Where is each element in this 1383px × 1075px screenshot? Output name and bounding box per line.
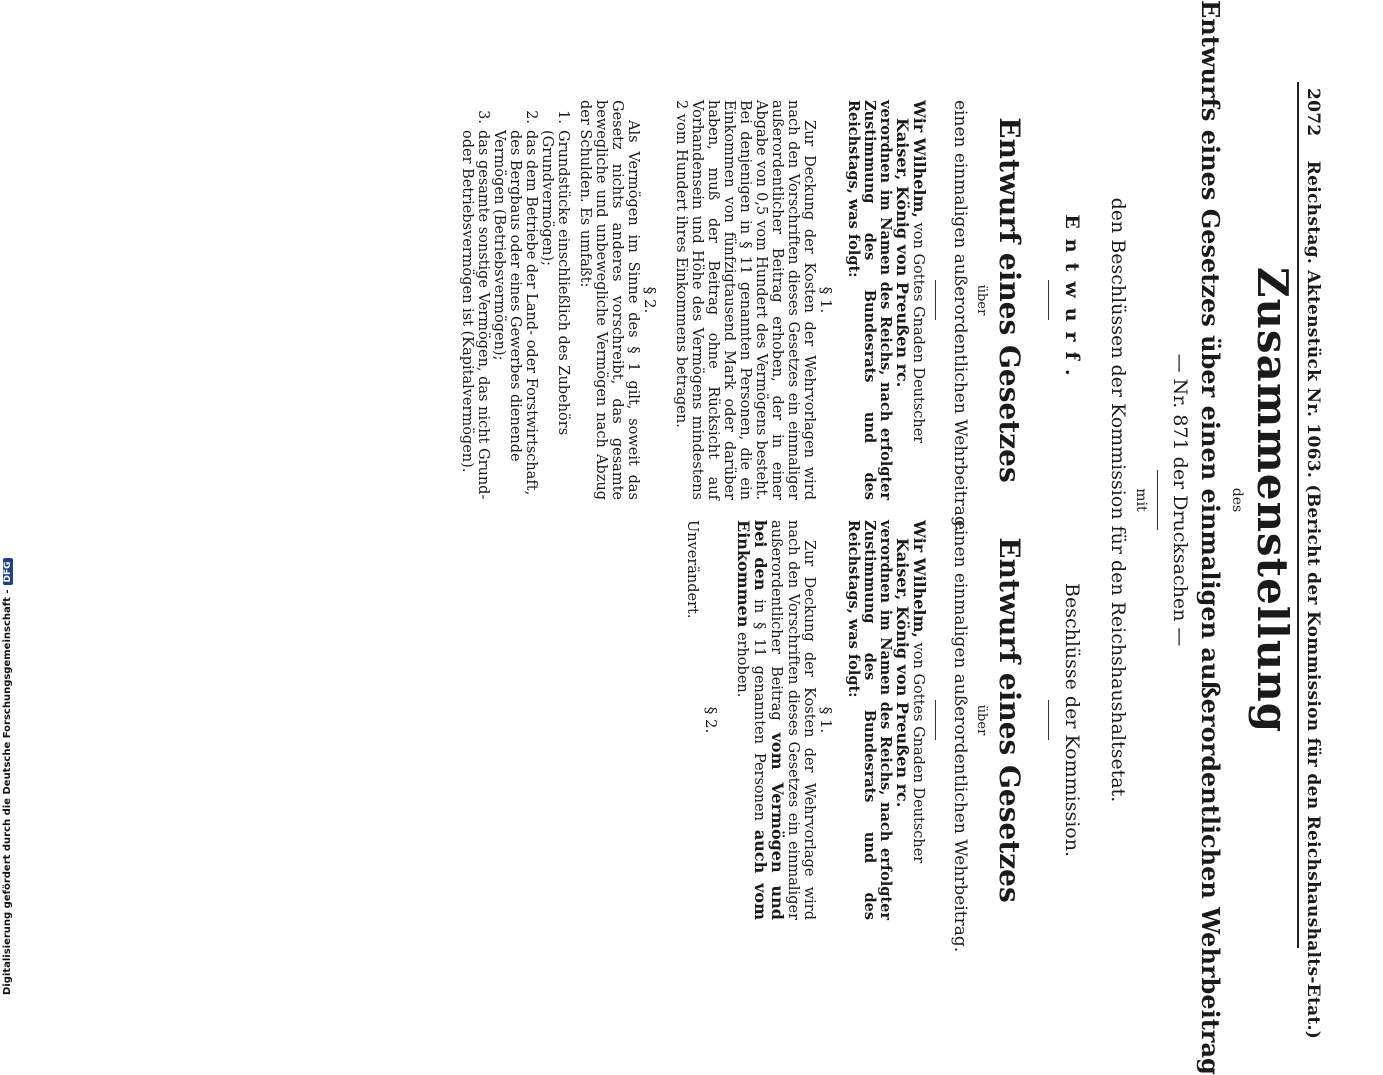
preamble-right [845,520,927,920]
section-1-text-a: Zur Deckung der Kosten der Wehrvorlage wird nach den Vorschriften dieses Gesetzes ein einmaliger außerordentlicher Beitrag [768,520,817,920]
section-1-heading-right: § 1. [817,706,835,734]
divider [1157,470,1158,530]
list-number: 3. [475,110,491,124]
divider [1048,700,1049,740]
column-head-right: Beschlüsse der Kommission. [1061,583,1083,857]
section-2-list [459,100,571,500]
subtitle: Entwurfs eines Gesetzes über einen einmaligen außerordentlichen Wehrbeitrag [1196,0,1225,1075]
list-number: 1. [555,110,571,124]
preamble-bold-left: Wir Wilhelm, [910,100,929,218]
preamble-left [845,100,927,500]
credit-text: Digitalisierung gefördert durch die Deutsche Forschungsgemeinschaft - [2,589,13,995]
page-number: 2072 [1303,88,1323,137]
divider [935,280,936,320]
list-text: das gesamte sonstige Vermögen, das nicht Grund- oder Betriebsvermögen ist (Kapitalvermögen). [459,130,491,500]
preamble-bold-right: Wir Wilhelm, [910,520,929,638]
section-2-text-right: Unverändert. [684,520,700,619]
divider [935,700,936,740]
section-2-text-left: Als Vermögen im Sinne des § 1 gilt, soweit das Gesetz nichts anderes vorschreibt, das gesamte bewegliche und unbewegliche Vermögen nach Abzug der Schulden. Es umfaßt: [577,100,641,500]
column-head-left: Entwurf. [1061,214,1083,386]
running-title: Reichstag. Aktenstück Nr. 1063. (Bericht der Kommission für den Reichshaushalts-Etat.) [1303,160,1323,1040]
list-item [459,100,491,500]
preamble-kaiser-left: Kaiser, König von Preußen rc. [893,118,912,388]
uber-right: über [974,704,989,736]
section-1-text-right [734,520,817,920]
entwurf-title-right: Entwurf eines Gesetzes [993,537,1026,903]
section-1-heading-left: § 1. [817,286,835,314]
header-rule [1297,82,1299,948]
preamble-verordnen-left: verordnen im Namen des Reichs, nach erfolgter Zustimmung des Bundesrats und des Reichstags, was folgt: [845,100,894,500]
section-1-text-left: Zur Deckung der Kosten der Wehrvorlagen wird nach den Vorschriften dieses Gesetzes ein einmaliger außerordentlicher Beitrag erhoben, der in einer Abgabe von 0,5 vom Hundert des Vermögens besteht. Bei denjenigen in § 11 genannten Personen, die ein Einkommen von fünfzigtausend Mark oder darüber haben, muß der Beitrag ohne Rücksicht auf Vorhandensein und Höhe des Vermögens mindestens 2 vom Hundert ihres Einkommens betragen. [673,100,817,500]
beschluesse-line: den Beschlüssen der Kommission für den Reichshaushaltsetat. [1107,197,1129,803]
section-1-bold-vermoegen: vom Vermögen und bei den [751,520,787,920]
preamble-kaiser-right: Kaiser, König von Preußen rc. [893,538,912,808]
section-2-heading-left: § 2. [641,286,659,314]
digitization-credit [2,395,16,995]
running-header [1303,88,1323,1040]
dfg-logo: DFG [3,558,13,585]
column-beschluesse [684,520,1083,953]
page-title: Zusammenstellung [1248,266,1297,734]
entwurf-title-left: Entwurf eines Gesetzes [993,117,1026,483]
list-number: 2. [523,110,539,124]
mit-word: mit [1133,488,1149,512]
preamble-text-left: von Gottes Gnaden Deutscher [910,218,926,444]
preamble-text-right: von Gottes Gnaden Deutscher [910,638,926,864]
divider [1048,280,1049,320]
list-text: das dem Betriebe der Land- oder Forstwirtschaft, des Bergbaus oder eines Gewerbes dienende Vermögen (Betriebsvermögen); [491,130,539,496]
column-entwurf [459,100,1083,533]
law-title-right: einen einmaligen außerordentlichen Wehrbeitrag. [950,520,970,953]
des-word: des [1229,487,1245,513]
section-1-text-b: in § 11 genannten Personen [751,590,767,830]
law-title-left: einen einmaligen außerordentlichen Wehrbeitrag. [950,100,970,533]
list-item [491,100,539,500]
preamble-verordnen-right: verordnen im Namen des Reichs, nach erfolgter Zustimmung des Bundesrats und des Reichstags, was folgt: [845,520,894,920]
list-item [539,100,571,500]
uber-left: über [974,284,989,316]
section-2-heading-right: § 2. [702,706,720,734]
list-text: Grundstücke einschließlich des Zubehörs (Grundvermögen); [539,130,571,436]
section-1-bold-einkommen: auch vom Einkommen [734,520,770,920]
drucksache-ref: — Nr. 871 der Drucksachen — [1169,353,1191,647]
section-1-text-c: erhoben. [734,627,750,698]
